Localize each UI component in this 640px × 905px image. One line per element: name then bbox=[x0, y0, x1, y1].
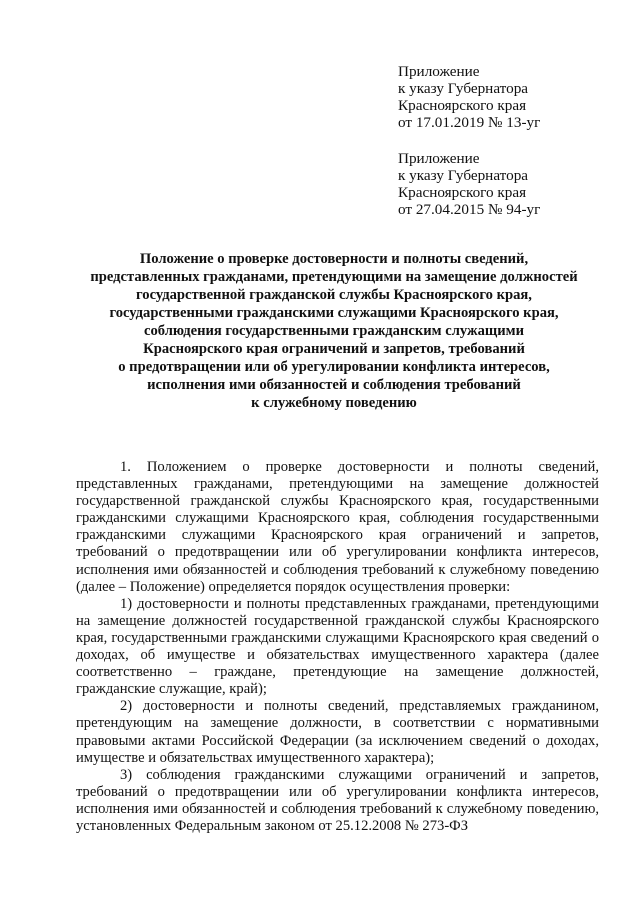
stamp-line: Красноярского края bbox=[398, 97, 527, 114]
paragraph-item-3: 3) соблюдения гражданскими служащими ограничений и запретов, требований о предотвращении или об урегулировании конфликта интересов, исполнения ими обязанностей и соблюдения требований к служебному поведению, установленных Федеральным законом от 25.12.2008 № 273-ФЗ bbox=[76, 766, 599, 834]
title-line: соблюдения государственными гражданским служащими bbox=[144, 323, 524, 339]
title-line: Красноярского края ограничений и запретов, требований bbox=[143, 341, 525, 357]
stamp-line: Приложение bbox=[398, 63, 480, 80]
title-line: государственной гражданской службы Красноярского края, bbox=[136, 287, 532, 303]
paragraph-item-1: 1) достоверности и полноты представленных гражданами, претендующими на замещение должностей государственной гражданской службы Красноярского края, государственными гражданскими служащими Красноярского края сведений о доходах, об имуществе и обязательствах имущественного характера (далее соответственно – граждане, претендующие на замещение должностей, гражданские служащие, край); bbox=[76, 595, 599, 698]
stamp-line: Красноярского края bbox=[398, 184, 527, 201]
title-line: Положение о проверке достоверности и полноты сведений, bbox=[139, 251, 529, 267]
stamp-line: от 27.04.2015 № 94-уг bbox=[398, 201, 541, 218]
document-title bbox=[60, 250, 608, 412]
stamp-line: к указу Губернатора bbox=[398, 80, 529, 97]
title-line: государственными гражданскими служащими Красноярского края, bbox=[109, 305, 559, 321]
stamp-line: к указу Губернатора bbox=[398, 167, 529, 184]
title-line: к служебному поведению bbox=[251, 395, 417, 411]
title-line: представленных гражданами, претендующими на замещение должностей bbox=[90, 269, 578, 285]
approval-stamp-original bbox=[398, 150, 628, 218]
document-body bbox=[76, 459, 599, 835]
paragraph-clause-1: 1. Положением о проверке достоверности и полноты сведений, представленных гражданами, претендующими на замещение должностей государственной гражданской службы Красноярского края, государственными гражданскими служащими Красноярского края, соблюдения государственными гражданскими служащими Красноярского края ограничений и запретов, требований о предотвращении или об урегулировании конфликта интересов, исполнения ими обязанностей и соблюдения требований к служебному поведению (далее – Положение) определяется порядок осуществления проверки: bbox=[76, 459, 599, 595]
stamp-line: от 17.01.2019 № 13-уг bbox=[398, 114, 541, 131]
paragraph-item-2: 2) достоверности и полноты сведений, представляемых гражданином, претендующим на замещение должности, в соответствии с нормативными правовыми актами Российской Федерации (за исключением сведений о доходах, имуществе и обязательствах имущественного характера); bbox=[76, 698, 599, 766]
title-line: о предотвращении или об урегулировании конфликта интересов, bbox=[118, 359, 550, 375]
title-line: исполнения ими обязанностей и соблюдения требований bbox=[147, 377, 521, 393]
stamp-line: Приложение bbox=[398, 150, 480, 167]
approval-stamp-current bbox=[398, 63, 628, 131]
